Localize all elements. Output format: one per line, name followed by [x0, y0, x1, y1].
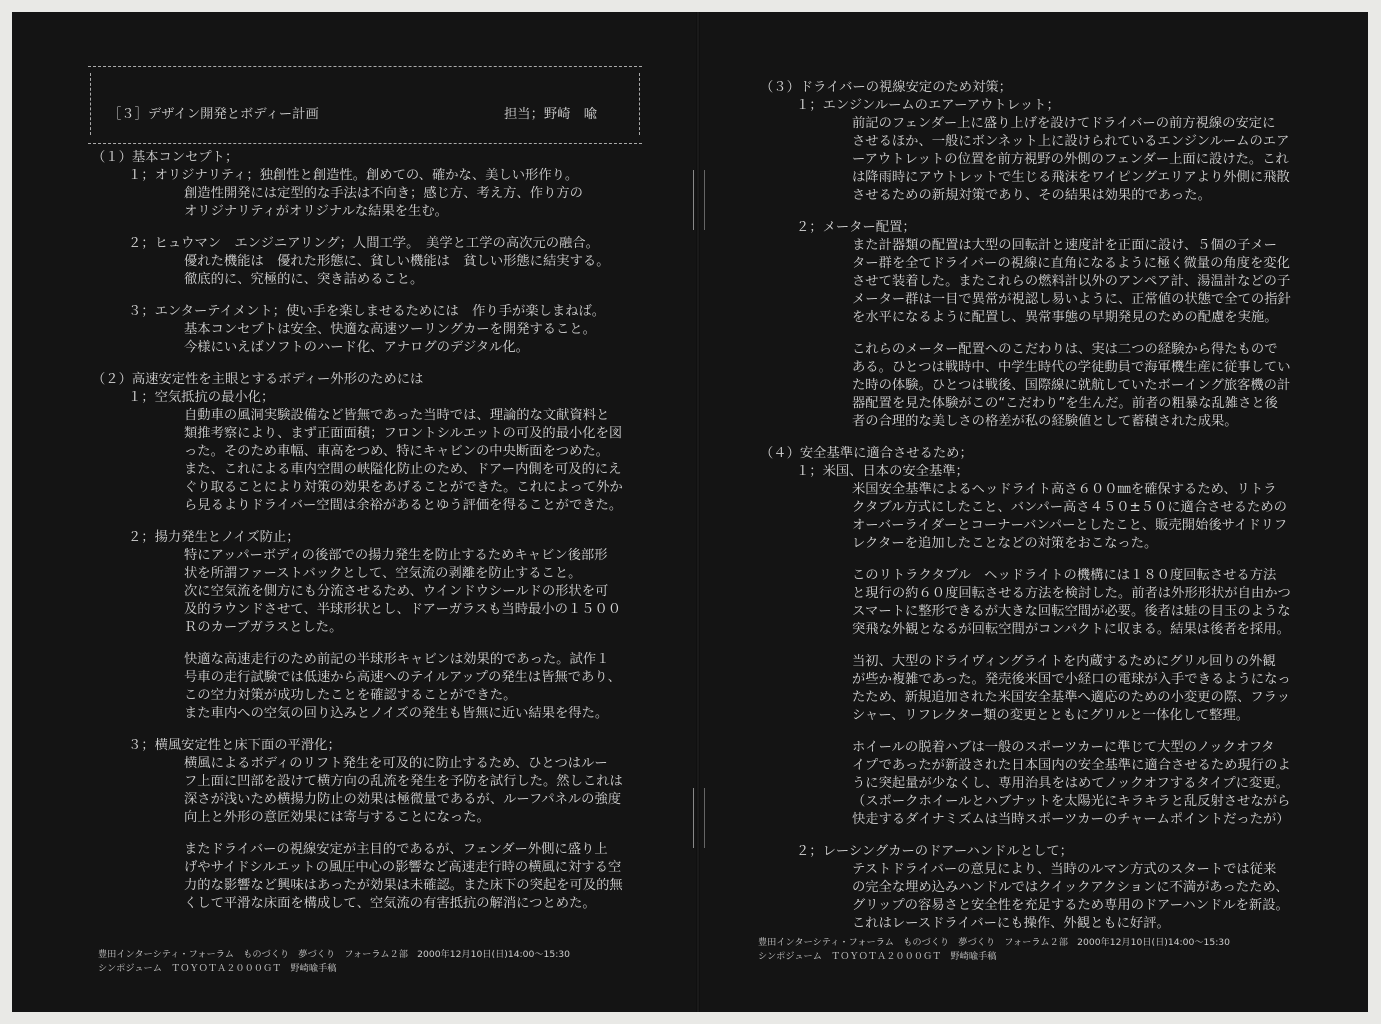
left-text-line: またドライバーの視線安定が主目的であるが、フェンダー外側に盛り上: [184, 842, 608, 857]
right-text-line: たため、新規追加された米国安全基準へ適応のための小変更の際、フラッ: [852, 690, 1290, 705]
right-text-line: また計器類の配置は大型の回転計と速度計を正面に設け、５個の子メー: [852, 238, 1277, 253]
right-text-line: させるための新規対策であり、その結果は効果的であった。: [852, 188, 1211, 203]
left-text-line: また、これによる車内空間の峡隘化防止のため、ドアー内側を可及的にえ: [184, 462, 622, 477]
right-text-line: 当初、大型のドライヴィングライトを内蔵するためにグリル回りの外観: [852, 654, 1276, 669]
right-text-line: （スポークホイールとハブナットを太陽光にキラキラと乱反射させながら: [852, 794, 1291, 809]
left-text-line: フ上面に凹部を設けて横方向の乱流を発生を予防を試行した。然しこれは: [184, 774, 623, 789]
left-text-line: くして平滑な床面を構成して、空気流の有害抵抗の解消につとめた。: [184, 896, 596, 911]
open-booklet: [12, 12, 1368, 1012]
left-text-line: また車内への空気の回り込みとノイズの発生も皆無に近い結果を得た。: [184, 706, 609, 721]
right-text-line: と現行の約６０度回転させる方法を検討した。前者は外形形状が自由かつ: [852, 586, 1291, 601]
left-text-line: げやサイドシルエットの風圧中心の影響など高速走行時の横風に対する空: [184, 860, 622, 875]
right-text-line: メーター群は一目で異常が視認し易いように、正常値の状態で全ての指針: [852, 292, 1291, 307]
left-text-line: 横風によるボディのリフト発生を可及的に防止するため、ひとつはルー: [184, 756, 608, 771]
right-text-line: ２；レーシングカーのドアーハンドルとして；: [796, 844, 1073, 859]
right-text-line: クタブル方式にしたこと、バンパー高さ４５０±５０に適合させるための: [852, 500, 1287, 515]
right-text-line: テストドライバーの意見により、当時のルマン方式のスタートでは従来: [852, 862, 1277, 877]
left-text-line: 特にアッパーボディの後部での揚力発生を防止するためキャビン後部形: [184, 548, 608, 563]
right-text-line: これらのメーター配置へのこだわりは、実は二つの経験から得たもので: [852, 342, 1278, 357]
left-text-line: １；空気抵抗の最小化；: [128, 390, 275, 405]
left-text-line: 快適な高速走行のため前記の半球形キャビンは効果的であった。試作１: [184, 652, 610, 667]
right-text-line: の完全な埋め込みハンドルではクイックアクションに不満があったため、: [852, 880, 1289, 895]
left-text-line: 深さが浅いため横揚力防止の効果は極微量であるが、ルーフパネルの強度: [184, 792, 622, 807]
section-title-box: [88, 66, 642, 144]
left-text-line: 状を所謂ファーストバックとして、空気流の剥離を防止すること。: [184, 566, 582, 581]
left-text-line: ２；揚力発生とノイズ防止；: [128, 530, 300, 545]
right-text-line: レクターを追加したことなどの対策をおこなった。: [852, 536, 1158, 551]
right-text-line: は降雨時にアウトレットで生じる飛沫をワイピングエリアより外側に飛散: [852, 170, 1290, 185]
right-text-line: 者の合理的な美しさの格差が私の経験値として蓄積された成果。: [852, 414, 1238, 429]
left-text-line: ２；ヒュウマン エンジニアリング；人間工学。 美学と工学の高次元の融合。: [128, 236, 599, 251]
left-text-line: オリジナリティがオリジナルな結果を生む。: [184, 204, 448, 219]
left-text-line: ら見るよりドライバー空間は余裕があるとゆう評価を得ることができた。: [184, 498, 623, 513]
right-text-line: 前記のフェンダー上に盛り上げを設けてドライバーの前方視線の安定に: [852, 116, 1276, 131]
left-text-line: Ｒのカーブガラスとした。: [184, 620, 343, 635]
right-text-line: ある。ひとつは戦時中、中学生時代の学徒動員で海軍機生産に従事してい: [852, 360, 1291, 375]
right-text-line: を水平になるように配置し、異常事態の早期発見のための配慮を実施。: [852, 310, 1278, 325]
right-text-line: １；米国、日本の安全基準；: [796, 464, 969, 479]
right-text-line: 器配置を見た体験がこの“こだわり”を生んだ。前者の粗暴な乱雑さと後: [852, 396, 1278, 411]
right-text-line: このリトラクタブル ヘッドライトの機構には１８０度回転させる方法: [852, 568, 1277, 583]
left-text-line: 今様にいえばソフトのハード化、アナログのデジタル化。: [184, 340, 529, 355]
right-page: [698, 12, 1368, 1012]
section-title: ［３］デザイン開発とボディー計画: [108, 107, 319, 122]
left-text-line: （２）高速安定性を主眼とするボディー外形のためには: [92, 372, 424, 387]
right-text-line: イプであったが新設された日本国内の安全基準に適合させるため現行のよ: [852, 758, 1291, 773]
left-text-line: （１）基本コンセプト；: [92, 150, 239, 165]
left-text-line: 徹底的に、究極的に、突き詰めること。: [184, 272, 424, 287]
left-text-line: 次に空気流を側方にも分流させるため、ウインドウシールドの形状を可: [184, 584, 609, 599]
right-text-line: これはレースドライバーにも操作、外観ともに好評。: [852, 916, 1170, 931]
right-text-line: ター群を全てドライバーの視線に直角になるように極く微量の角度を変化: [852, 256, 1290, 271]
left-text-line: 基本コンセプトは安全、快適な高速ツーリングカーを開発すること。: [184, 322, 596, 337]
right-text-line: グリップの容易さと安全性を充足するため専用のドアーハンドルを新設。: [852, 898, 1289, 913]
right-text-line: オーバーライダーとコーナーバンパーとしたこと、販売開始後サイドリフ: [852, 518, 1288, 533]
right-text-line: 米国安全基準によるヘッドライト高さ６００㎜を確保するため、リトラ: [852, 482, 1277, 497]
right-text-line: 快走するダイナミズムは当時スポーツカーのチャームポイントだったが）: [852, 812, 1290, 827]
left-text-line: この空力対策が成功したことを確認することができた。: [184, 688, 517, 703]
right-text-line: スマートに整形できるが大きな回転空間が必要。後者は蛙の目玉のような: [852, 604, 1291, 619]
right-text-line: ーアウトレットの位置を前方視野の外側のフェンダー上面に設けた。これ: [852, 152, 1289, 167]
left-text-line: 優れた機能は 優れた形態に、貧しい機能は 貧しい形態に結実する。: [184, 254, 610, 269]
left-text-line: ３；エンターテイメント；使い手を楽しませるためには 作り手が楽しまねば。: [128, 304, 606, 319]
right-text-line: シャー、リフレクター類の変更とともにグリルと一体化して整理。: [852, 708, 1250, 723]
left-text-line: ３；横風安定性と床下面の平滑化；: [128, 738, 341, 753]
left-page: [12, 12, 698, 1012]
right-text-line: ホイールの脱着ハブは一般のスポーツカーに準じて大型のノックオフタ: [852, 740, 1275, 755]
left-footer-line-2: シンポジューム ＴＯＹＯＴＡ２０００ＧＴ 野崎喩手稿: [98, 963, 337, 974]
section-author: 担当；野崎 喩: [504, 107, 598, 122]
left-text-line: 類推考察により、まず正面面積；フロントシルエットの可及的最小化を図: [184, 426, 623, 441]
right-footer-line-1: 豊田インターシティ・フォーラム ものづくり 夢づくり フォーラム２部 2000年12月10日(日)14:00〜15:30: [758, 937, 1230, 948]
left-text-line: ぐり取ることにより対策の効果をあげることができた。これによって外か: [184, 480, 623, 495]
left-text-line: 号車の走行試験では低速から高速へのテイルアップの発生は皆無であり、: [184, 670, 621, 685]
right-footer-line-2: シンポジューム ＴＯＹＯＴＡ２０００ＧＴ 野崎喩手稿: [758, 951, 997, 962]
left-text-line: 力的な影響など興味はあったが効果は未確認。また床下の突起を可及的無: [184, 878, 623, 893]
right-text-line: （４）安全基準に適合させるため；: [760, 446, 973, 461]
right-text-line: 突飛な外観となるが回転空間がコンパクトに収まる。結果は後者を採用。: [852, 622, 1290, 637]
left-text-line: 自動車の風洞実験設備など皆無であった当時では、理論的な文献資料と: [184, 408, 610, 423]
right-text-line: ２；メーター配置；: [796, 220, 916, 235]
right-text-line: させて装着した。またこれらの燃料計以外のアンペア計、湯温計などの子: [852, 274, 1291, 289]
left-text-line: 及的ラウンドさせて、半球形状とし、ドアーガラスも当時最小の１５００: [184, 602, 622, 617]
left-text-line: 向上と外形の意匠効果には寄与することになった。: [184, 810, 490, 825]
right-text-line: （３）ドライバーの視線安定のため対策；: [760, 80, 1012, 95]
left-footer-line-1: 豊田インターシティ・フォーラム ものづくり 夢づくり フォーラム２部 2000年12月10日(日)14:00〜15:30: [98, 949, 570, 960]
left-text-line: １；オリジナリティ；独創性と創造性。創めての、確かな、美しい形作り。: [128, 168, 579, 183]
right-text-line: させるほか、一般にボンネット上に設けられているエンジンルームのエア: [852, 134, 1290, 149]
right-text-line: うに突起量が少なくし、専用治具をはめてノックオフするタイプに変更。: [852, 776, 1289, 791]
right-text-line: が些か複雑であった。発売後米国で小経口の電球が入手できるようになっ: [852, 672, 1291, 687]
right-text-line: た時の体験。ひとつは戦後、国際線に就航していたボーイング旅客機の計: [852, 378, 1291, 393]
right-text-line: １；エンジンルームのエアーアウトレット；: [796, 98, 1060, 113]
left-text-line: った。そのため車幅、車高をつめ、特にキャビンの中央断面をつめた。: [184, 444, 609, 459]
left-text-line: 創造性開発には定型的な手法は不向き；感じ方、考え方、作り方の: [184, 186, 583, 201]
